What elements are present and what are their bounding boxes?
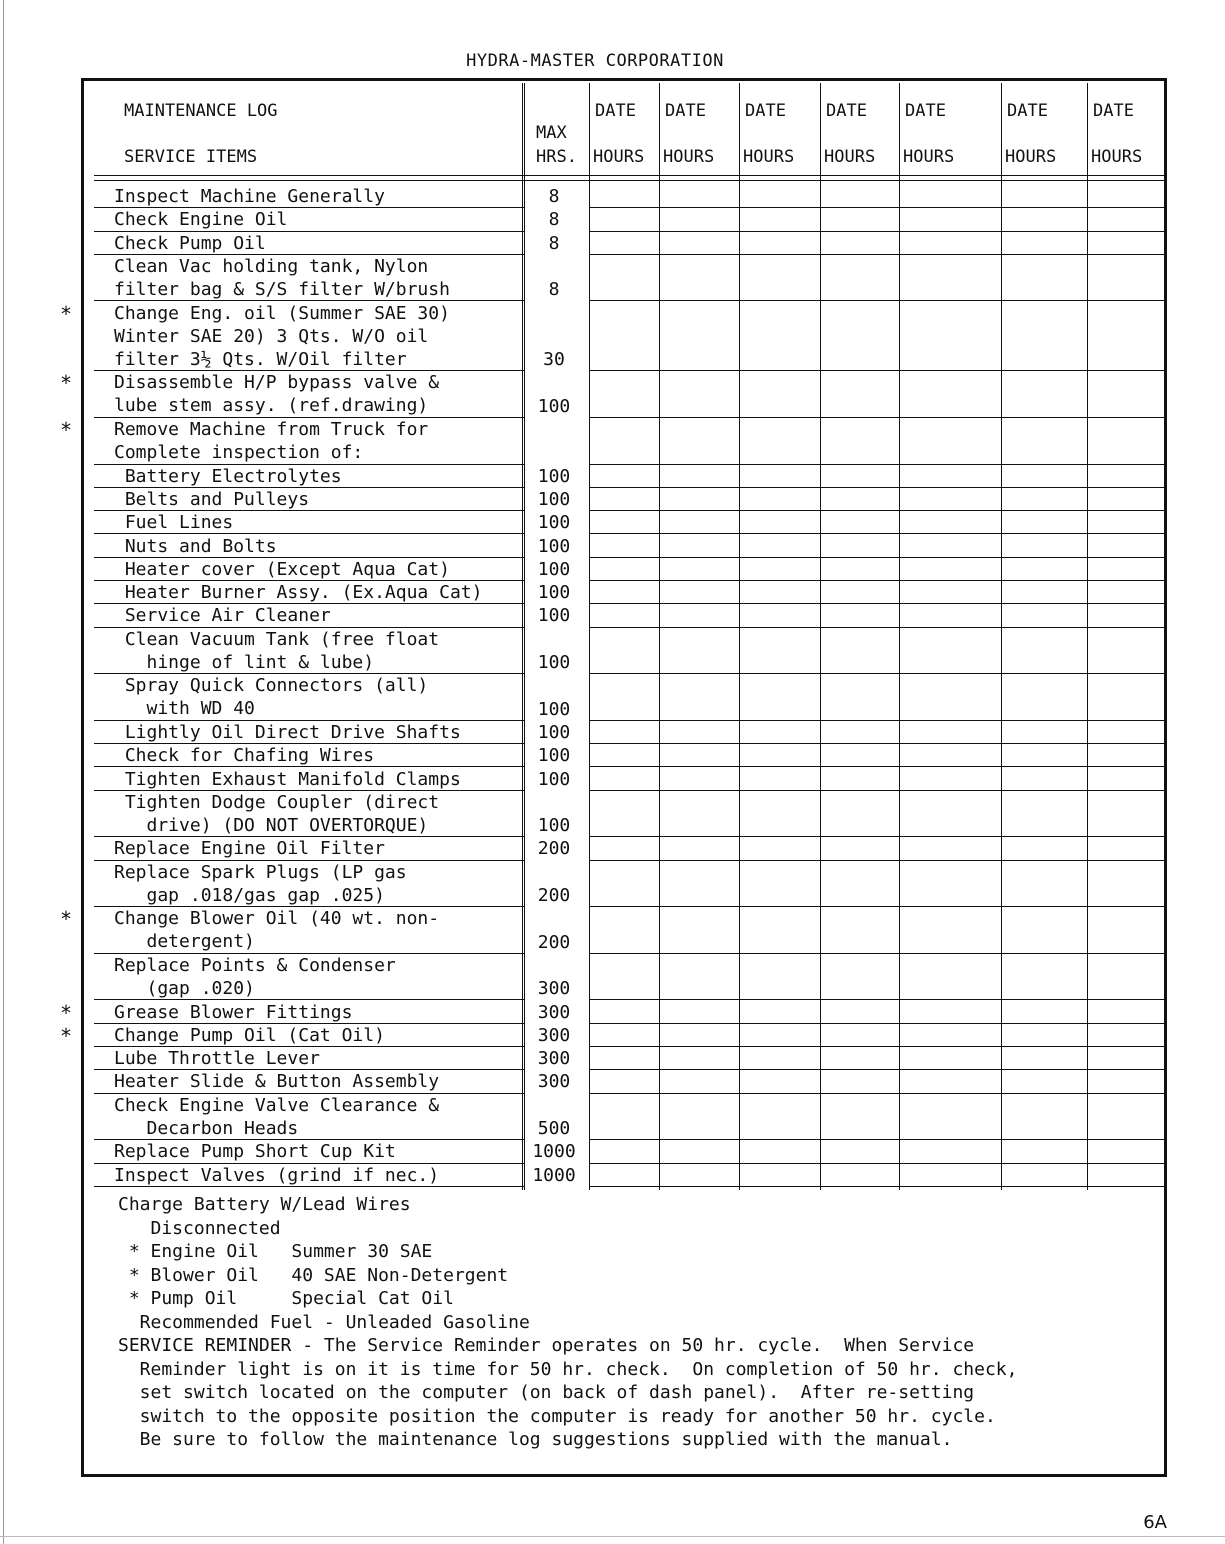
service-item-label: Clean Vac holding tank, Nylon filter bag & S/S filter W/brush <box>114 255 450 300</box>
date-column-header: DATE <box>595 101 636 121</box>
service-item-label: Lube Throttle Lever <box>114 1048 320 1070</box>
max-hours-value: 100 <box>537 465 571 487</box>
scan-bottom-edge <box>0 1536 1225 1537</box>
table-row <box>59 1023 1164 1048</box>
max-hours-value: 100 <box>537 651 571 673</box>
max-hours-value: 1000 <box>532 1141 576 1163</box>
table-row <box>84 558 1164 581</box>
max-hours-value: 100 <box>537 558 571 580</box>
row-underline <box>94 1186 525 1187</box>
table-row <box>84 185 1164 208</box>
table-row <box>59 907 1164 954</box>
service-item-label: Spray Quick Connectors (all) with WD 40 <box>124 675 429 720</box>
service-item-label: Replace Engine Oil Filter <box>114 838 385 860</box>
oil-note-marker: * <box>59 371 72 396</box>
service-item-label: Heater Burner Assy. (Ex.Aqua Cat) <box>114 582 483 604</box>
service-item-label: Replace Pump Short Cup Kit <box>114 1141 396 1163</box>
service-item-label: Fuel Lines <box>114 512 234 534</box>
date-column-header: DATE <box>745 101 786 121</box>
service-item-label: Check for Chafing Wires <box>114 745 375 767</box>
table-row <box>59 418 1164 465</box>
hours-column-header: HOURS <box>903 147 955 167</box>
max-hours-value: 300 <box>537 1024 571 1046</box>
hours-column-header: HOURS <box>743 147 795 167</box>
oil-note-marker: * <box>59 418 72 442</box>
table-row <box>84 674 1164 721</box>
table-row <box>84 791 1164 838</box>
service-item-label: Inspect Valves (grind if nec.) <box>114 1164 440 1186</box>
max-label: MAX <box>536 123 567 143</box>
service-item-label: Heater cover (Except Aqua Cat) <box>114 558 450 580</box>
oil-note-marker: * <box>59 1000 72 1025</box>
hours-column-header: HOURS <box>824 147 876 167</box>
service-item-label: Check Engine Oil <box>114 209 288 231</box>
table-row <box>84 581 1164 604</box>
table-row <box>84 1140 1164 1163</box>
table-row <box>84 488 1164 511</box>
table-row <box>84 1047 1164 1070</box>
service-item-label: Belts and Pulleys <box>114 488 310 510</box>
table-row <box>84 744 1164 767</box>
maintenance-log-table <box>59 78 1167 1477</box>
max-hours-value: 100 <box>537 582 571 604</box>
max-hours-value: 300 <box>537 1071 571 1093</box>
service-item-label: Service Air Cleaner <box>114 605 331 627</box>
table-row <box>84 768 1164 791</box>
service-item-label: Clean Vacuum Tank (free float hinge of lint & lube) <box>124 628 440 673</box>
scan-left-edge <box>3 0 4 1544</box>
page-number: 6A <box>1143 1512 1167 1533</box>
service-item-label: Check Pump Oil <box>114 232 266 254</box>
table-row <box>84 837 1164 860</box>
max-hours-value: 1000 <box>532 1164 576 1186</box>
table-row <box>84 1070 1164 1093</box>
service-item-label: Change Blower Oil (40 wt. non- detergent) <box>114 908 440 953</box>
service-item-label: Disassemble H/P bypass valve & lube stem assy. (ref.drawing) <box>114 372 440 417</box>
service-item-label: Change Pump Oil (Cat Oil) <box>114 1024 385 1046</box>
header-divider <box>94 175 1164 181</box>
table-row <box>84 1164 1164 1187</box>
date-column-header: DATE <box>1093 101 1134 121</box>
hours-column-header: HOURS <box>1005 147 1057 167</box>
hours-column-header: HOURS <box>663 147 715 167</box>
service-item-label: Heater Slide & Button Assembly <box>114 1071 440 1093</box>
maintenance-notes: Charge Battery W/Lead Wires Disconnected * Engine Oil Summer 30 SAE * Blower Oil 40 SAE Non-Detergent * Pump Oil Special Cat Oil Recommended Fuel - Unleaded Gasoline SERVICE REMINDER - The Service Reminder operates on 50 hr. cycle. When Service Reminder light is on it is time for 50 hr. check. On completion of 50 hr. check, set switch located on the computer (on back of dash panel). After re-setting switch to the opposite position the computer is ready for another 50 hr. cycle. Be sure to follow the maintenance log suggestions supplied with the manual. <box>118 1194 1018 1450</box>
table-row <box>84 721 1164 744</box>
table-row <box>84 861 1164 908</box>
service-item-label: Check Engine Valve Clearance & Decarbon Heads <box>114 1094 440 1139</box>
table-row <box>84 465 1164 488</box>
max-hours-value: 100 <box>537 535 571 557</box>
table-row <box>84 604 1164 627</box>
max-hours-value: 8 <box>548 279 560 301</box>
service-items-label: SERVICE ITEMS <box>124 147 258 167</box>
service-item-label: Nuts and Bolts <box>114 535 277 557</box>
table-row <box>84 511 1164 534</box>
table-row <box>84 628 1164 675</box>
max-hours-value: 100 <box>537 698 571 720</box>
table-row <box>84 208 1164 231</box>
service-item-label: Grease Blower Fittings <box>114 1001 353 1023</box>
max-hours-value: 100 <box>537 768 571 790</box>
max-hours-value: 300 <box>537 1048 571 1070</box>
max-hours-value: 100 <box>537 488 571 510</box>
date-column-header: DATE <box>665 101 706 121</box>
max-hours-value: 8 <box>548 209 560 231</box>
max-hours-value: 100 <box>537 395 571 417</box>
corporation-title: HYDRA-MASTER CORPORATION <box>466 51 724 71</box>
hours-column-header: HOURS <box>593 147 645 167</box>
max-hours-value: 100 <box>537 815 571 837</box>
date-column-header: DATE <box>905 101 946 121</box>
oil-note-marker: * <box>59 1023 72 1048</box>
max-hours-value: 8 <box>548 186 560 207</box>
max-hours-value: 100 <box>537 745 571 767</box>
max-hours-value: 8 <box>548 232 560 254</box>
max-hours-value: 30 <box>543 349 565 371</box>
max-hours-value: 200 <box>537 838 571 860</box>
table-row <box>59 371 1164 418</box>
service-item-label: Tighten Exhaust Manifold Clamps <box>114 768 461 790</box>
max-hours-value: 100 <box>537 721 571 743</box>
max-hours-value: 300 <box>537 1001 571 1023</box>
row-grid-line <box>589 1186 1164 1187</box>
service-item-label: Inspect Machine Generally <box>114 186 385 207</box>
maintenance-log-title: MAINTENANCE LOG <box>124 101 278 121</box>
table-header <box>84 81 1164 179</box>
max-hours-value: 200 <box>537 931 571 953</box>
table-row <box>59 1000 1164 1025</box>
date-column-header: DATE <box>1007 101 1048 121</box>
service-item-label: Battery Electrolytes <box>114 465 342 487</box>
service-item-label: Remove Machine from Truck for Complete inspection of: <box>114 419 429 463</box>
max-hours-value: 100 <box>537 605 571 627</box>
service-item-label: Lightly Oil Direct Drive Shafts <box>114 721 461 743</box>
hours-column-header: HOURS <box>1091 147 1143 167</box>
max-hours-value: 200 <box>537 884 571 906</box>
table-row <box>84 255 1164 302</box>
date-column-header: DATE <box>826 101 867 121</box>
table-row <box>84 232 1164 255</box>
table-row <box>84 1094 1164 1141</box>
table-row <box>84 954 1164 1001</box>
oil-note-marker: * <box>59 301 72 326</box>
max-hours-value: 300 <box>537 978 571 1000</box>
service-item-label: Replace Spark Plugs (LP gas gap .018/gas gap .025) <box>114 861 407 906</box>
hrs-label: HRS. <box>536 147 577 167</box>
table-row <box>59 301 1164 372</box>
service-item-label: Change Eng. oil (Summer SAE 30) Winter SAE 20) 3 Qts. W/O oil filter 3½ Qts. W/Oil filter <box>114 302 450 370</box>
max-hours-value: 500 <box>537 1117 571 1139</box>
service-item-label: Tighten Dodge Coupler (direct drive) (DO NOT OVERTORQUE) <box>124 791 440 836</box>
oil-note-marker: * <box>59 907 72 932</box>
max-hours-value: 100 <box>537 512 571 534</box>
service-item-label: Replace Points & Condenser (gap .020) <box>114 954 396 999</box>
table-row <box>84 535 1164 558</box>
